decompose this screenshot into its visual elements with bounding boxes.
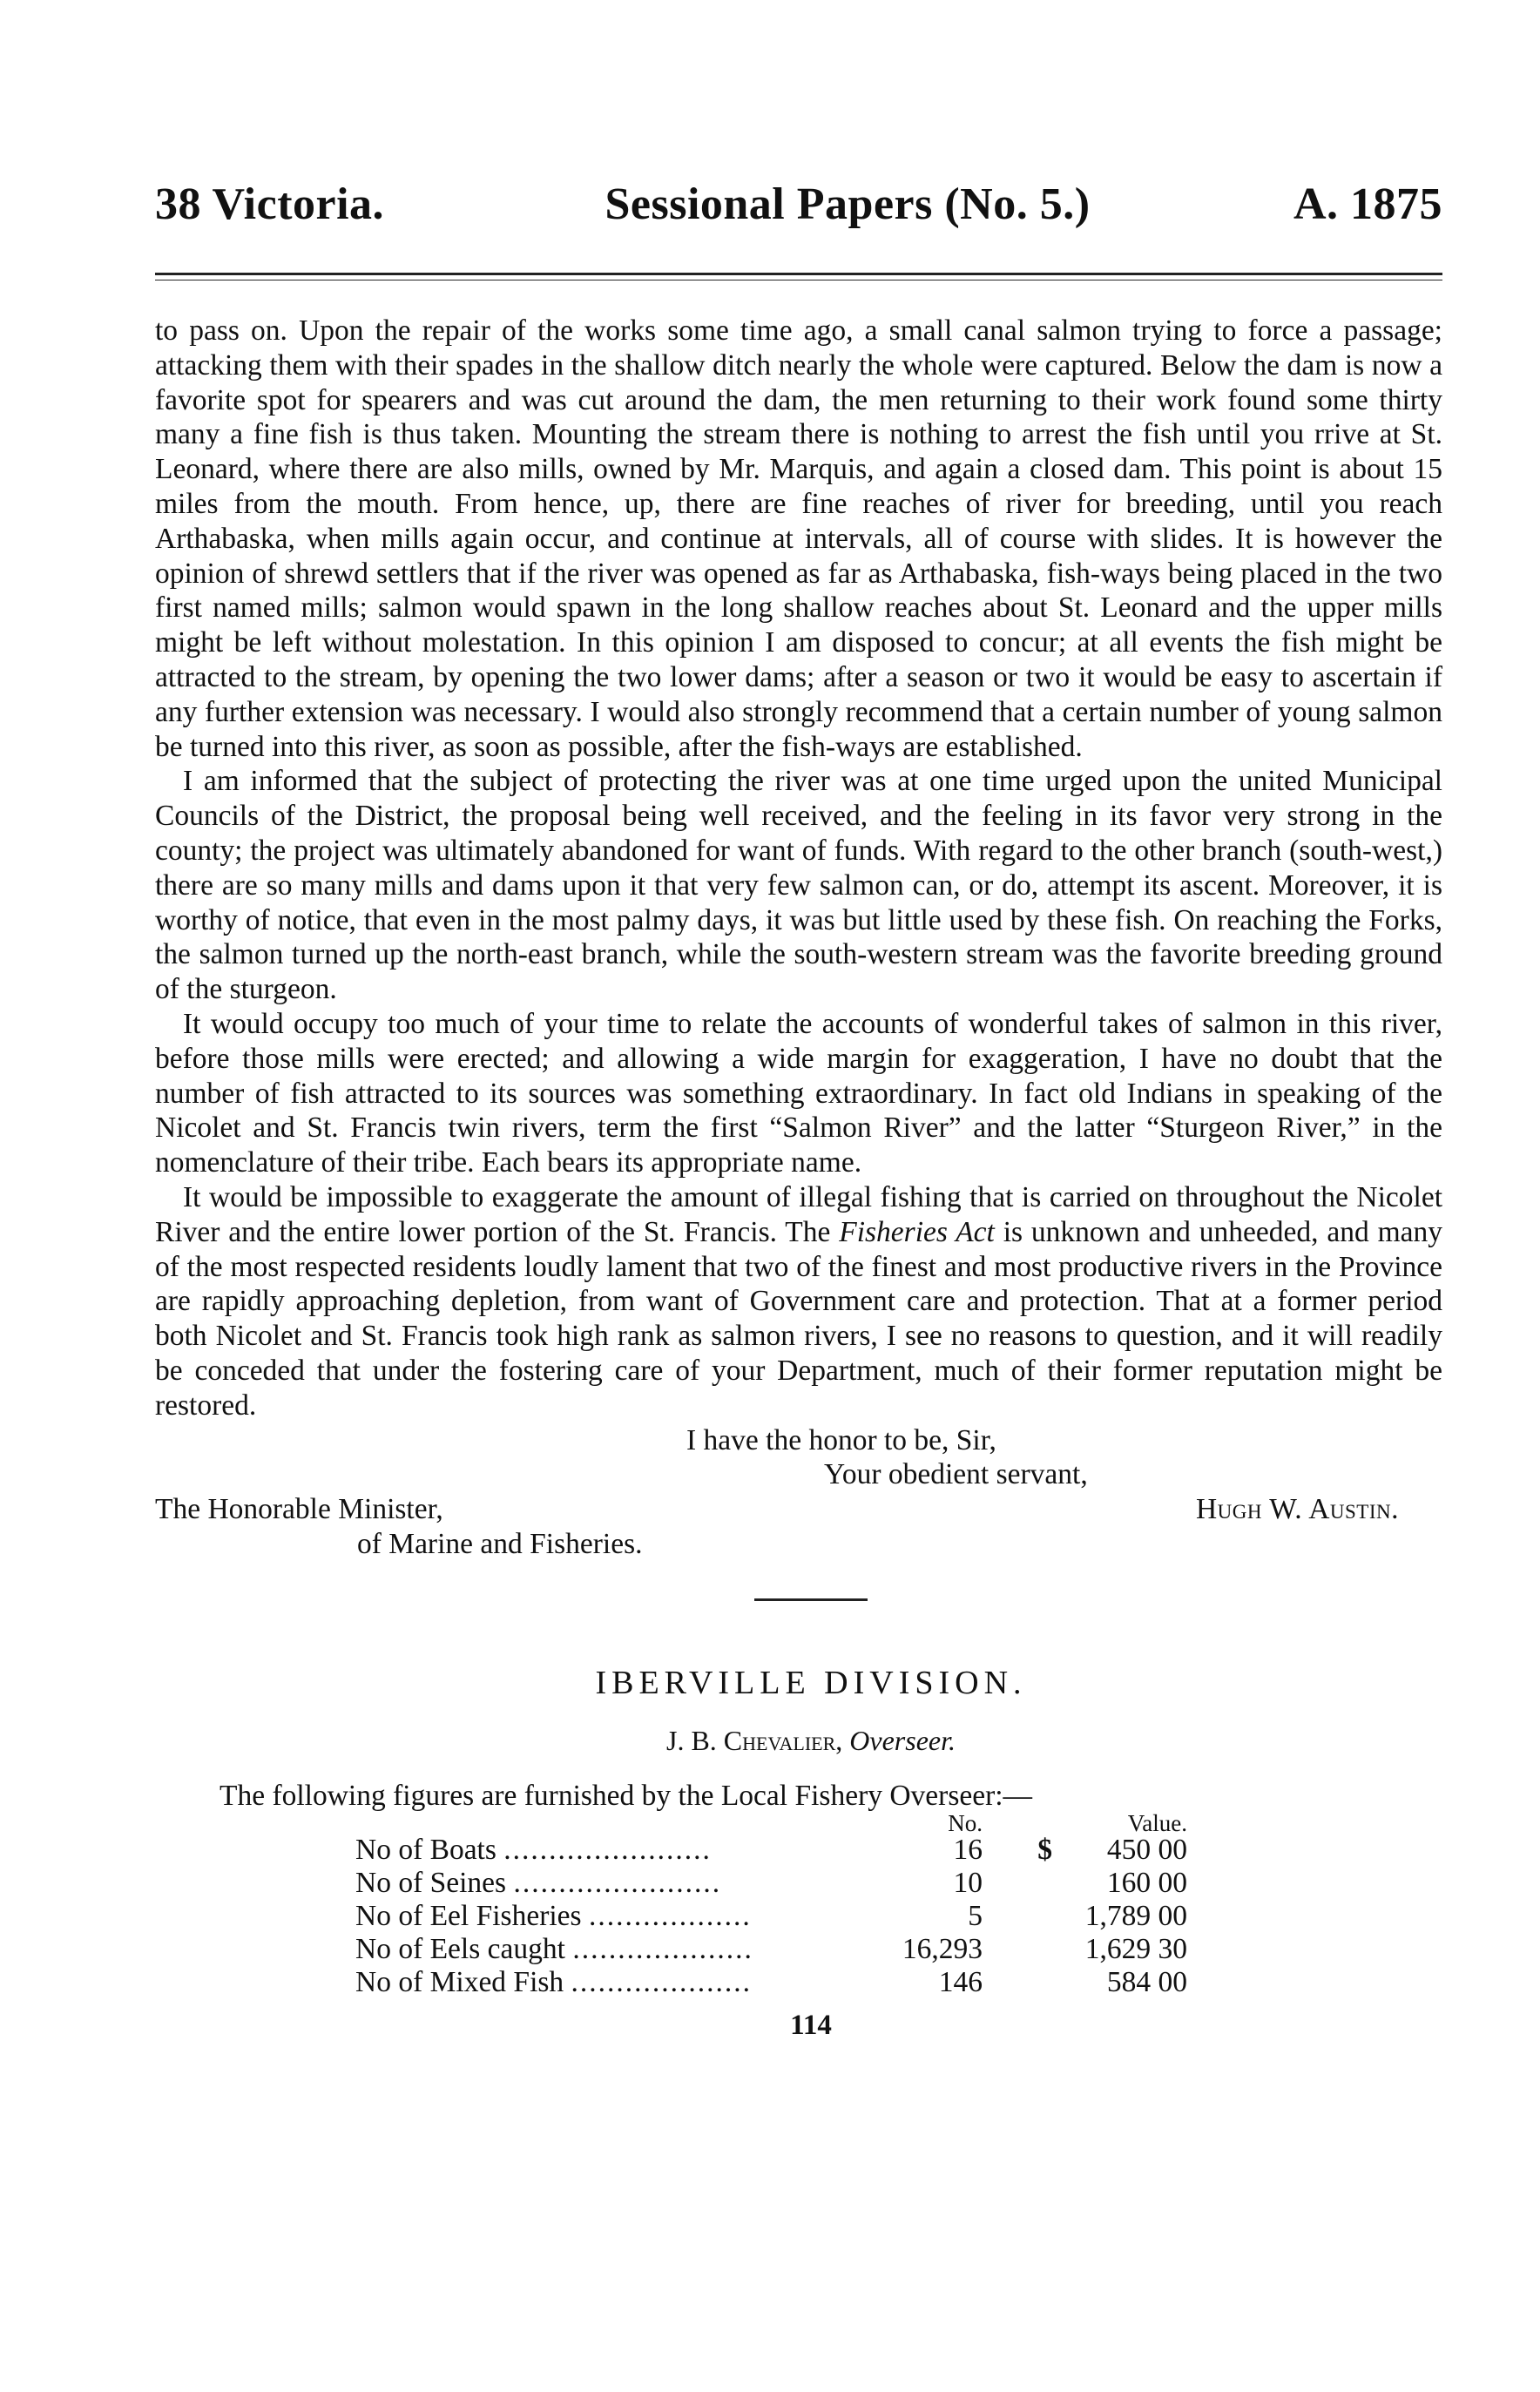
page-number: 114 — [790, 2009, 832, 2041]
letter-closing — [155, 1423, 1442, 1562]
header-volume: 38 Victoria. — [155, 179, 385, 229]
row-value: 1,629 30 — [1084, 1932, 1187, 1965]
addressee-line-1: The Honorable Minister, — [155, 1493, 443, 1526]
leader-dots: ....................... — [513, 1866, 722, 1899]
row-label: No of Eels caught — [355, 1932, 565, 1965]
leader-dots: ....................... — [503, 1833, 712, 1866]
row-value: 1,789 00 — [1084, 1899, 1187, 1932]
fisheries-act-italic: Fisheries Act — [839, 1215, 995, 1248]
leader-dots: .................... — [572, 1932, 753, 1965]
addressee-line-2: of Marine and Fisheries. — [357, 1527, 643, 1560]
row-no: 5 — [968, 1899, 983, 1932]
section-divider — [754, 1598, 868, 1601]
figures-table — [355, 1809, 1187, 1999]
closing-honor: I have the honor to be, Sir, — [686, 1423, 996, 1456]
header-year: A. 1875 — [1293, 179, 1442, 229]
table-row — [355, 1933, 1187, 1966]
row-no: 146 — [938, 1965, 983, 1998]
row-label: No of Seines — [355, 1866, 507, 1899]
leader-dots: .................. — [588, 1899, 752, 1932]
paragraph-2: I am informed that the subject of protecting the river was at one time urged upon the united Municipal Councils of the District, the proposal being well received, and the feeling in its favor very strong in the county; the project was ultimately abandoned for want of funds. With regard to the other branch (south-west,) there are so many mills and dams upon it that very few salmon can, or do, attempt its ascent. Moreover, it is worthy of notice, that even in the most palmy days, it was but little used by these fish. On reaching the Forks, the salmon turned up the north-east branch, while the south-western stream was the favorite breeding ground of the sturgeon. — [155, 765, 1442, 1006]
row-label: No of Eel Fisheries — [355, 1899, 582, 1932]
paragraph-3: It would occupy too much of your time to relate the accounts of wonderful takes of salmon in this river, before those mills were erected; and allowing a wide margin for exaggeration, I have no doubt that the number of fish attracted to its sources was something extraordinary. In fact old Indians in speaking of the Nicolet and St. Francis twin rivers, term the first “Salmon River” and the latter “Sturgeon River,” in the nomenclature of their tribe. Each bears its appropriate name. — [155, 1007, 1442, 1179]
row-label: No of Mixed Fish — [355, 1965, 564, 1998]
closing-servant: Your obedient servant, — [824, 1458, 1088, 1491]
paragraph-4-part-b: is unknown and unheeded, and many of the most respected residents loudly lament that two of the finest and most productive rivers in the Province are rapidly approaching depletion, from want of Government care and protection. That at a former period both Nicolet and St. Francis took high rank as salmon rivers, I see no reasons to question, and it will readily be conceded that under the fostering care of your Department, much of their former reputation might be restored. — [155, 1215, 1442, 1422]
col-no-header: No. — [948, 1809, 983, 1836]
table-row — [355, 1900, 1187, 1933]
leader-dots: .................... — [571, 1965, 753, 1998]
row-no: 16 — [953, 1833, 983, 1866]
division-title: IBERVILLE DIVISION. — [595, 1664, 1027, 1701]
signature: Hugh W. Austin. — [1195, 1493, 1399, 1526]
document-page — [155, 179, 1442, 2042]
running-header — [155, 179, 1442, 240]
row-value: 450 00 — [1106, 1833, 1187, 1866]
row-value: 160 00 — [1106, 1866, 1187, 1899]
header-rule — [155, 273, 1442, 280]
row-value: 584 00 — [1106, 1965, 1187, 1998]
row-no: 16,293 — [902, 1932, 983, 1965]
paragraph-4 — [155, 1180, 1442, 1423]
table-row — [355, 1867, 1187, 1900]
paragraph-1: to pass on. Upon the repair of the works some time ago, a small canal salmon trying to force a passage; attacking them with their spades in the shallow ditch nearly the whole were captured. Below the dam is now a favorite spot for spearers and was cut around the dam, the men returning to their work found some thirty many a fine fish is thus taken. Mounting the stream there is nothing to arrest the fish until you rrive at St. Leonard, where there are also mills, owned by Mr. Marquis, and again a closed dam. This point is about 15 miles from the mouth. From hence, up, there are fine reaches of river for breeding, until you reach Arthabaska, when mills again occur, and continue at intervals, all of course with slides. It is however the opinion of shrewd settlers that if the river was opened as far as Arthabaska, fish-ways being placed in the two first named mills; salmon would spawn in the long shallow reaches about St. Leonard and the upper mills might be left without molestation. In this opinion I am disposed to concur; at all events the fish might be attracted to the stream, by opening the two lower dams; after a season or two it would be easy to ascertain if any further extension was necessary. I would also strongly recommend that a certain number of young salmon be turned into this river, as soon as possible, after the fish-ways are established. — [155, 314, 1442, 763]
overseer-role: Overseer. — [849, 1724, 956, 1756]
paragraph-4-part-a: It would be impossible to exaggerate the amount of illegal fishing that is carried on throughout the Nicolet River and the entire lower portion of the St. Francis. The — [155, 1180, 1442, 1248]
table-row — [355, 1966, 1187, 1999]
row-label: No of Boats — [355, 1833, 496, 1866]
letter-body — [155, 314, 1442, 1423]
signature-row — [155, 1492, 1442, 1527]
figures-intro: The following figures are furnished by the Local Fishery Overseer:— — [220, 1779, 1033, 1812]
overseer-line — [167, 1725, 1455, 1757]
currency-sign: $ — [1037, 1833, 1052, 1866]
figures-header-row — [355, 1813, 1187, 1834]
col-value-header: Value. — [1127, 1809, 1187, 1836]
table-row — [355, 1834, 1187, 1867]
row-no: 10 — [953, 1866, 983, 1899]
overseer-name: J. B. Chevalier, — [665, 1724, 843, 1756]
header-title: Sessional Papers (No. 5.) — [605, 179, 1091, 229]
